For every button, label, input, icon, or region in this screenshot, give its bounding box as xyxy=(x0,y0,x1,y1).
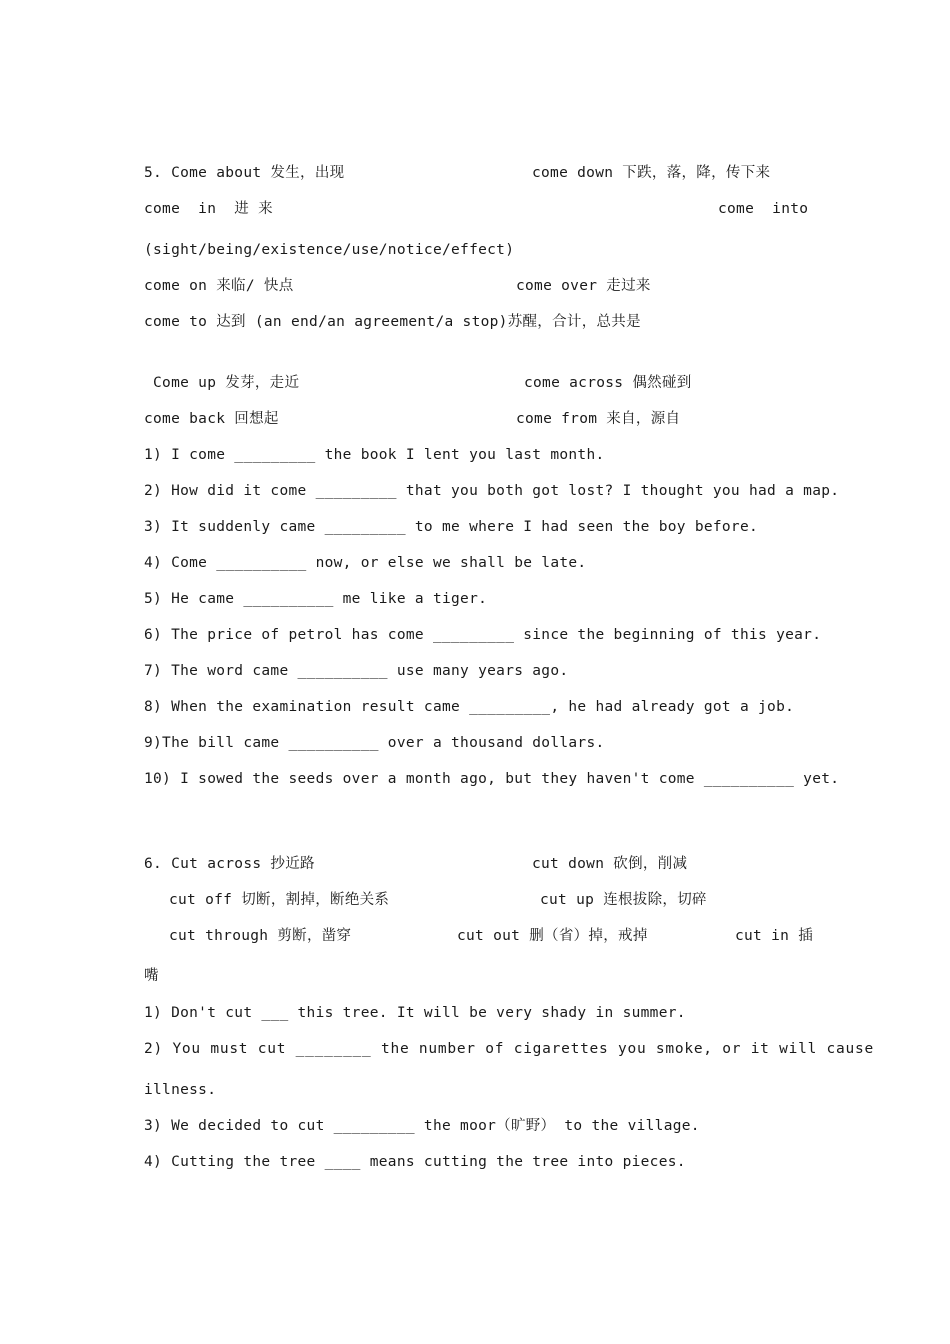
s5-row1-left: 5. Come about 发生，出现 xyxy=(144,165,345,181)
s6-row4: 嘴 xyxy=(144,968,159,984)
s5-question-4: 4) Come __________ now, or else we shall be late. xyxy=(144,555,587,571)
s6-row3-a: cut through 剪断，凿穿 xyxy=(169,928,352,944)
s5-row6-right: come across 偶然碰到 xyxy=(524,375,692,391)
s5-row5: come to 达到 (an end/an agreement/a stop)苏醒，合计，总共是 xyxy=(144,314,641,330)
s6-question-1: 1) Don't cut ___ this tree. It will be very shady in summer. xyxy=(144,1005,686,1021)
s6-row3-b: cut out 删（省）掉，戒掉 xyxy=(457,928,648,944)
s5-row7-left: come back 回想起 xyxy=(144,411,279,427)
s5-question-2: 2) How did it come _________ that you both got lost? I thought you had a map. xyxy=(144,483,840,499)
s6-question-2-line2: illness. xyxy=(144,1082,217,1098)
s5-row4-left: come on 来临/ 快点 xyxy=(144,278,294,294)
s5-question-10: 10) I sowed the seeds over a month ago, but they haven't come __________ yet. xyxy=(144,771,840,787)
s6-row2-right: cut up 连根拔除，切碎 xyxy=(540,892,707,908)
s5-question-3: 3) It suddenly came _________ to me where I had seen the boy before. xyxy=(144,519,759,535)
s5-row7-right: come from 来自，源自 xyxy=(516,411,681,427)
s5-row4-right: come over 走过来 xyxy=(516,278,651,294)
s6-row3-c: cut in 插 xyxy=(735,928,814,944)
s5-question-1: 1) I come _________ the book I lent you last month. xyxy=(144,447,605,463)
s5-question-9: 9)The bill came __________ over a thousand dollars. xyxy=(144,735,605,751)
s5-row2-left: come in 进 来 xyxy=(144,201,273,217)
s6-question-3: 3) We decided to cut _________ the moor（旷野） to the village. xyxy=(144,1118,700,1134)
s5-row3: (sight/being/existence/use/notice/effect) xyxy=(144,242,515,258)
s6-question-4: 4) Cutting the tree ____ means cutting the tree into pieces. xyxy=(144,1154,686,1170)
s5-question-6: 6) The price of petrol has come _________ since the beginning of this year. xyxy=(144,627,822,643)
s5-question-8: 8) When the examination result came _________, he had already got a job. xyxy=(144,699,795,715)
s6-question-2-line1: 2) You must cut ________ the number of cigarettes you smoke, or it will cause xyxy=(144,1041,874,1057)
s5-question-7: 7) The word came __________ use many years ago. xyxy=(144,663,569,679)
s5-row2-right: come into xyxy=(718,201,809,217)
s6-row1-left: 6. Cut across 抄近路 xyxy=(144,856,315,872)
s6-row1-right: cut down 砍倒，削减 xyxy=(532,856,688,872)
s6-row2-left: cut off 切断，割掉，断绝关系 xyxy=(169,892,390,908)
s5-row1-right: come down 下跌，落，降，传下来 xyxy=(532,165,771,181)
s5-row6-left: Come up 发芽，走近 xyxy=(144,375,300,391)
s5-question-5: 5) He came __________ me like a tiger. xyxy=(144,591,488,607)
